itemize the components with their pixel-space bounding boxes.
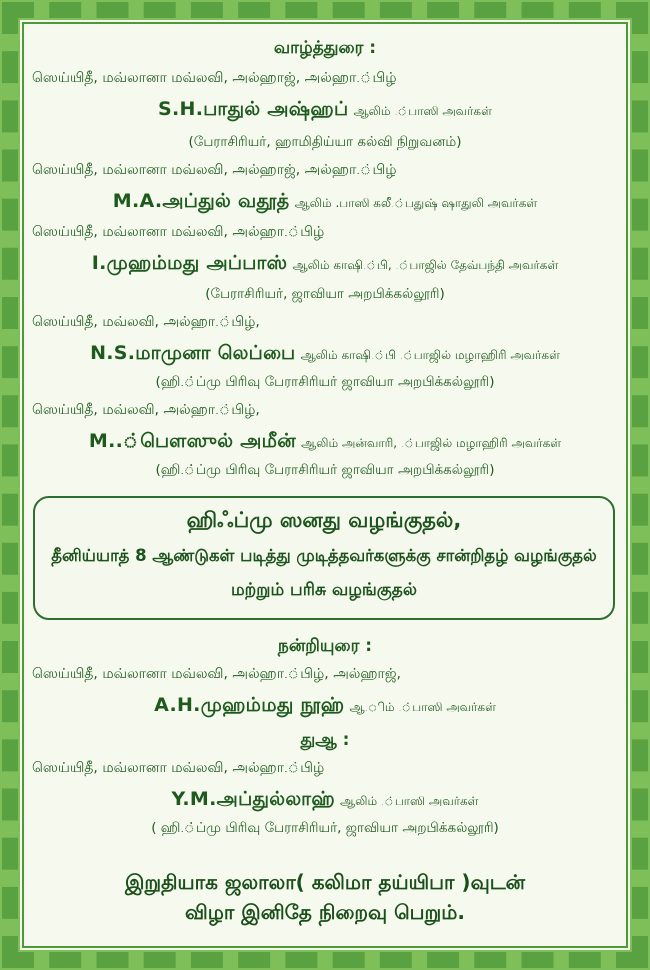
item-1-note: (பேராசிரியர், ஹாமிதிய்யா கல்வி நிறுவனம்): [188, 134, 462, 150]
dua-heading: துஆ :: [300, 730, 350, 750]
item-2-suffix: ஆலிம் .பாஸி கலீ.்பதுஷ் ஷாதுலி அவர்கள்: [294, 196, 538, 210]
item-3-name: I.முஹம்மது அப்பாஸ்: [91, 252, 288, 274]
dua-note: ( ஹி.்ப்மு பிரிவு பேராசிரியர், ஜாவியா அறபிக்கல்லூரி): [151, 820, 499, 836]
box-line-2: தீனிய்யாத் 8 ஆண்டுகள் படித்து முடித்தவர்களுக்கு சான்றிதழ் வழங்குதல்: [51, 546, 597, 565]
item-3-prefix: ஸெய்யிதீ, மவ்லானா மவ்லவி, அல்ஹா.்பிழ்: [32, 224, 325, 240]
thanks-heading: நன்றியுரை :: [277, 636, 373, 656]
box-title: ஹிஃப்மு ஸனது வழங்குதல்,: [186, 508, 462, 532]
thanks-name: A.H.முஹம்மது நூஹ்: [154, 694, 345, 716]
dua-name: Y.M.அப்துல்லாஹ்: [171, 788, 335, 810]
item-3-note: (பேராசிரியர், ஜாவியா அறபிக்கல்லூரி): [205, 286, 445, 302]
item-1-suffix: ஆலிம் .்பாஸி அவர்கள்: [353, 104, 492, 118]
item-2-prefix: ஸெய்யிதீ, மவ்லானா மவ்லவி, அல்ஹாஜ், அல்ஹா.்பிழ்: [32, 162, 397, 178]
thanks-suffix: ஆ.ிம் .்பாஸி அவர்கள்: [349, 700, 496, 714]
item-1-name-row: [26, 98, 624, 123]
item-4-name: N.S.மாமுனா லெப்பை: [90, 342, 296, 364]
closing-line-1: இறுதியாக ஜலாலா( கலிமா தய்யிபா )வுடன்: [124, 870, 526, 894]
greetings-heading: வாழ்த்துரை :: [273, 38, 377, 58]
item-5-name-row: [26, 430, 624, 455]
item-2-name: M.A.அப்துல் வதூத்: [112, 190, 290, 212]
item-5-suffix: ஆலிம் அன்வாரி, .்பாஜில் மழாஹிரி அவர்கள்: [301, 436, 562, 450]
dua-prefix: ஸெய்யிதீ, மவ்லானா மவ்லவி, அல்ஹா.்பிழ்: [32, 760, 325, 776]
item-5-prefix: ஸெய்யிதீ, மவ்லவி, அல்ஹா.்பிழ்,: [32, 402, 260, 418]
program-content: [26, 34, 624, 934]
thanks-prefix: ஸெய்யிதீ, மவ்லானா மவ்லவி, அல்ஹா.்பிழ், அல்ஹாஜ்,: [32, 666, 401, 682]
box-line-3: மற்றும் பரிசு வழங்குதல்: [231, 580, 417, 600]
item-4-name-row: [26, 342, 624, 367]
item-1-prefix: ஸெய்யிதீ, மவ்லானா மவ்லவி, அல்ஹாஜ், அல்ஹா.்பிழ்: [32, 70, 397, 86]
item-4-note: (ஹி.்ப்மு பிரிவு பேராசிரியர் ஜாவியா அறபிக்கல்லூரி): [155, 374, 495, 390]
item-2-name-row: [26, 190, 624, 215]
item-3-name-row: [26, 252, 624, 277]
dua-suffix: ஆலிம் .்பாஸி அவர்கள்: [340, 794, 479, 808]
closing-line-2: விழா இனிதே நிறைவு பெறும்.: [185, 900, 465, 924]
item-5-name: M..்பௌஸுல் அமீன்: [88, 430, 296, 452]
dua-name-row: [26, 788, 624, 813]
thanks-name-row: [26, 694, 624, 719]
item-4-suffix: ஆலிம் காஷி.்பி .்பாஜில் மழாஹிரி அவர்கள்: [300, 348, 560, 362]
hifz-award-box: [33, 496, 615, 620]
item-5-note: (ஹி.்ப்மு பிரிவு பேராசிரியர் ஜாவியா அறபிக்கல்லூரி): [155, 462, 495, 478]
item-1-name: S.H.பாதுல் அஷ்ஹப்: [158, 98, 349, 120]
item-4-prefix: ஸெய்யிதீ, மவ்லவி, அல்ஹா.்பிழ்,: [32, 314, 260, 330]
item-3-suffix: ஆலிம் காஷி.்பி, .்பாஜில் தேவ்பந்தி அவர்கள்: [292, 258, 559, 272]
